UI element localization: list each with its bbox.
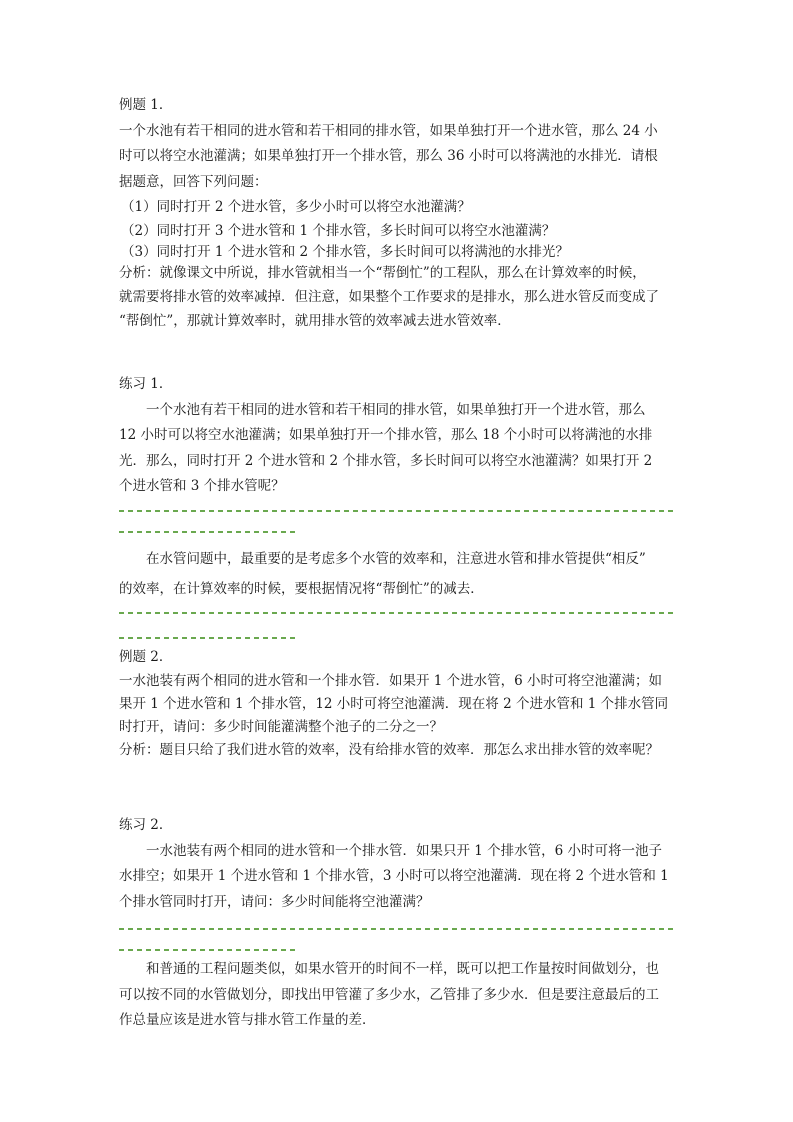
practice-2-line: 个排水管同时打开，请问：多少时间能将空池灌满？ xyxy=(119,893,430,910)
practice-1 xyxy=(119,372,675,500)
example-2-title: 例题 2． xyxy=(119,649,173,665)
practice-2-line: 水排空；如果开 1 个进水管和 1 个排水管，3 小时可以将空池灌满．现在将 2 个进水管和 1 xyxy=(119,868,669,884)
answer-divider xyxy=(119,949,295,951)
example-1-analysis: 就需要将排水管的效率减掉．但注意，如果整个工作要求的是排水，那么进水管反而变成了 xyxy=(119,289,659,305)
example-1-question: （3）同时打开 1 个进水管和 2 个排水管，多长时间可以将满池的水排光？ xyxy=(121,244,569,260)
example-1-analysis: “帮倒忙”，那就计算效率时，就用排水管的效率减去进水管效率． xyxy=(119,313,511,329)
answer-divider xyxy=(119,510,675,512)
note-1-line: 的效率，在计算效率的时候，要根据情况将“帮倒忙”的减去． xyxy=(119,581,484,597)
example-1-line: 据题意，回答下列问题： xyxy=(119,173,268,190)
example-2-analysis: 分析：题目只给了我们进水管的效率，没有给排水管的效率．那怎么求出排水管的效率呢？ xyxy=(119,742,659,758)
answer-divider xyxy=(119,612,675,614)
practice-2-title: 练习 2． xyxy=(119,817,173,833)
answer-divider xyxy=(119,928,675,930)
practice-1-line: 一个水池有若干相同的进水管和若干相同的排水管，如果单独打开一个进水管，那么 xyxy=(146,401,646,418)
answer-divider xyxy=(119,531,295,533)
answer-divider xyxy=(119,637,295,639)
practice-2 xyxy=(119,813,675,915)
note-2-line: 作总量应该是进水管与排水管工作量的差． xyxy=(119,1012,376,1028)
note-1-line: 在水管问题中，最重要的是考虑多个水管的效率和，注意进水管和排水管提供“相反” xyxy=(146,551,646,567)
practice-2-line: 一水池装有两个相同的进水管和一个排水管．如果只开 1 个排水管，6 小时可将一池子 xyxy=(146,842,663,859)
example-2-line: 果开 1 个进水管和 1 个排水管，12 小时可将空池灌满．现在将 2 个进水管和 1 个排水管同 xyxy=(119,696,669,712)
note-2-line: 和普通的工程问题类似，如果水管开的时间不一样，既可以把工作量按时间做划分，也 xyxy=(146,961,659,977)
example-1-title: 例题 1． xyxy=(119,97,173,113)
example-2-line: 时打开，请问：多少时间能灌满整个池子的二分之一？ xyxy=(119,719,443,735)
example-1-line: 时可以将空水池灌满；如果单独打开一个排水管，那么 36 小时可以将满池的水排光．请根 xyxy=(119,148,658,164)
example-1-analysis: 分析：就像课文中所说，排水管就相当一个“帮倒忙”的工程队，那么在计算效率的时候， xyxy=(119,265,646,281)
practice-1-title: 练习 1． xyxy=(119,376,173,392)
note-2 xyxy=(119,957,675,1034)
practice-1-line: 12 小时可以将空水池灌满；如果单独打开一个排水管，那么 18 个小时可以将满池的水排 xyxy=(119,427,653,443)
note-1 xyxy=(119,544,675,604)
practice-1-line: 个进水管和 3 个排水管呢？ xyxy=(119,478,285,494)
example-1-question: （1）同时打开 2 个进水管，多少小时可以将空水池灌满？ xyxy=(121,199,471,215)
practice-1-line: 光．那么，同时打开 2 个进水管和 2 个排水管，多长时间可以将空水池灌满？如果打开 2 xyxy=(119,452,653,469)
example-1 xyxy=(119,93,675,333)
example-1-question: （2）同时打开 3 个进水管和 1 个排水管，多长时间可以将空水池灌满？ xyxy=(121,223,556,239)
example-2 xyxy=(119,644,675,762)
example-2-line: 一水池装有两个相同的进水管和一个排水管．如果开 1 个进水管，6 小时可将空池灌满；如 xyxy=(119,673,663,689)
example-1-line: 一个水池有若干相同的进水管和若干相同的排水管，如果单独打开一个进水管，那么 24 小 xyxy=(119,122,658,139)
note-2-line: 可以按不同的水管做划分，即找出甲管灌了多少水，乙管排了多少水．但是要注意最后的工 xyxy=(119,986,659,1003)
